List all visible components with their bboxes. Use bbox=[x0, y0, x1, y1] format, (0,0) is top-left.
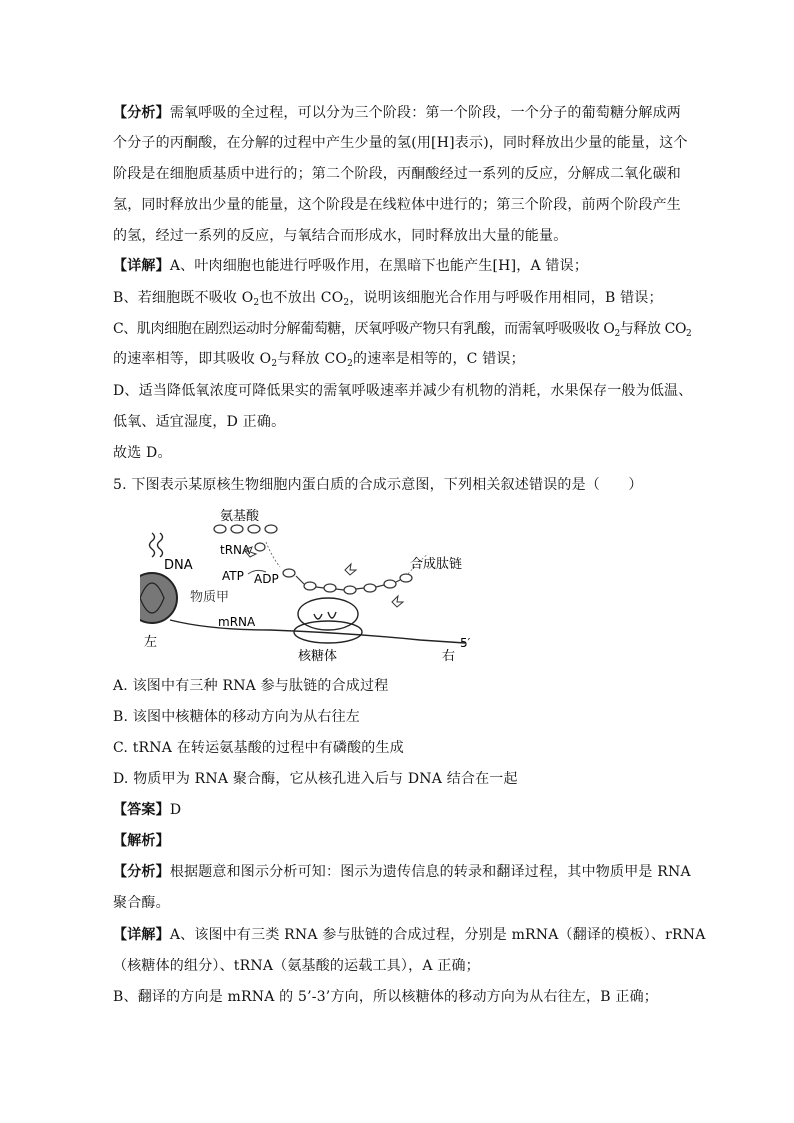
text-span: 的速率是相等的，C 错误； bbox=[353, 351, 525, 367]
detail-line-c bbox=[113, 319, 692, 339]
detail-tag: 【详解】 bbox=[113, 927, 170, 943]
analysis-line bbox=[113, 862, 691, 882]
dna-coil-icon bbox=[150, 533, 163, 557]
protein-synthesis-diagram bbox=[140, 502, 500, 664]
detail-line bbox=[113, 925, 706, 945]
leaving-trna-icon bbox=[392, 596, 403, 607]
analysis-paragraph-line: 阶段是在细胞质基质中进行的；第二个阶段，丙酮酸经过一系列的反应，分解成二氧化碳和 bbox=[113, 166, 681, 182]
text-span: 根据题意和图示分析可知：图示为遗传信息的转录和翻译过程，其中物质甲是 RNA bbox=[169, 864, 691, 880]
five-prime-label: 5′ bbox=[460, 636, 471, 650]
option-c: C. tRNA 在转运氨基酸的过程中有磷酸的生成 bbox=[113, 740, 404, 756]
subscript: 2 bbox=[686, 329, 692, 339]
leaving-trna-icon bbox=[345, 564, 356, 575]
detail-line-d-cont: 低氧、适宜湿度，D 正确。 bbox=[113, 414, 286, 430]
peptide-label: 合成肽链 bbox=[410, 557, 463, 572]
analysis-title: 【解析】 bbox=[113, 833, 170, 849]
detail-line-c-cont bbox=[113, 349, 683, 369]
ribosome-label: 核糖体 bbox=[298, 649, 338, 664]
detail-line-b2: B、翻译的方向是 mRNA 的 5’-3’方向，所以核糖体的移动方向为从右往左，B 正确； bbox=[113, 989, 658, 1005]
option-d: D. 物质甲为 RNA 聚合酶，它从核孔进入后与 DNA 结合在一起 bbox=[113, 771, 518, 787]
text-span: 也不放出 CO bbox=[259, 290, 344, 306]
analysis-tag: 【分析】 bbox=[113, 105, 170, 121]
analysis-paragraph-line: 的氢，经过一系列的反应，与氧结合而形成水，同时释放出大量的能量。 bbox=[113, 228, 568, 244]
detail-line-d: D、适当降低氧浓度可降低果实的需氧呼吸速率并减少有机物的消耗，水果保存一般为低温、 bbox=[113, 383, 693, 399]
subscript: 2 bbox=[347, 359, 354, 369]
mrna-strand bbox=[170, 620, 465, 643]
question-stem: 5. 下图表示某原核生物细胞内蛋白质的合成示意图，下列相关叙述错误的是（ ） bbox=[113, 477, 643, 493]
text-span: ，说明该细胞光合作用与呼吸作用相同，B 错误； bbox=[349, 290, 663, 306]
answer-tag: 【答案】 bbox=[113, 802, 170, 818]
right-label: 右 bbox=[442, 649, 456, 664]
subscript: 2 bbox=[253, 298, 260, 308]
subscript: 2 bbox=[614, 329, 620, 339]
detail-line-b bbox=[113, 288, 683, 308]
option-b: B. 该图中核糖体的移动方向为从右往左 bbox=[113, 709, 360, 725]
ribosome-icon bbox=[294, 598, 362, 643]
subscript: 2 bbox=[343, 298, 350, 308]
option-a: A. 该图中有三种 RNA 参与肽链的合成过程 bbox=[113, 678, 389, 694]
text-span: 与释放 CO bbox=[277, 351, 348, 367]
text-span: A、叶肉细胞也能进行呼吸作用，在黑暗下也能产生[H]，A 错误； bbox=[169, 258, 589, 274]
detail-line-cont: （核糖体的组分）、tRNA（氨基酸的运载工具），A 正确； bbox=[113, 958, 480, 974]
text-span: 需氧呼吸的全过程，可以分为三个阶段：第一个阶段，一个分子的葡萄糖分解成两 bbox=[169, 105, 682, 121]
text-span: B、若细胞既不吸收 O bbox=[113, 290, 254, 306]
mrna-label: mRNA bbox=[218, 615, 256, 629]
amino-acid-label: 氨基酸 bbox=[220, 509, 260, 524]
detail-line-a bbox=[113, 256, 683, 276]
detail-tag: 【详解】 bbox=[113, 258, 170, 274]
analysis-paragraph-line bbox=[113, 103, 683, 123]
analysis-tag: 【分析】 bbox=[113, 864, 170, 880]
text-span: A、该图中有三类 RNA 参与肽链的合成过程，分别是 mRNA（翻译的模板）、rRNA bbox=[169, 927, 706, 943]
dna-label: DNA bbox=[164, 558, 193, 573]
subscript: 2 bbox=[271, 359, 278, 369]
left-label: 左 bbox=[144, 635, 158, 650]
adp-label: ADP bbox=[254, 572, 279, 586]
choose-line: 故选 D。 bbox=[113, 445, 172, 461]
text-span: 与释放 CO bbox=[619, 321, 687, 337]
trna-label: tRNA bbox=[220, 543, 251, 557]
analysis-line-cont: 聚合酶。 bbox=[113, 895, 170, 911]
text-span: 的速率相等，即其吸收 O bbox=[113, 351, 272, 367]
substance-a-label: 物质甲 bbox=[190, 590, 230, 605]
answer-line bbox=[113, 800, 683, 820]
analysis-paragraph-line: 氢，同时释放出少量的能量，这个阶段是在线粒体中进行的；第三个阶段，前两个阶段产生 bbox=[113, 197, 681, 213]
substance-a-sphere bbox=[140, 573, 177, 623]
atp-label: ATP bbox=[222, 569, 244, 583]
answer-value: D bbox=[169, 802, 182, 818]
trna-path-arrow bbox=[266, 542, 280, 567]
analysis-paragraph-line: 个分子的丙酮酸，在分解的过程中产生少量的氢(用[H]表示)，同时释放出少量的能量，这个 bbox=[113, 135, 688, 151]
text-span: C、肌肉细胞在剧烈运动时分解葡萄糖，厌氧呼吸产物只有乳酸，而需氧呼吸吸收 O bbox=[113, 321, 615, 337]
